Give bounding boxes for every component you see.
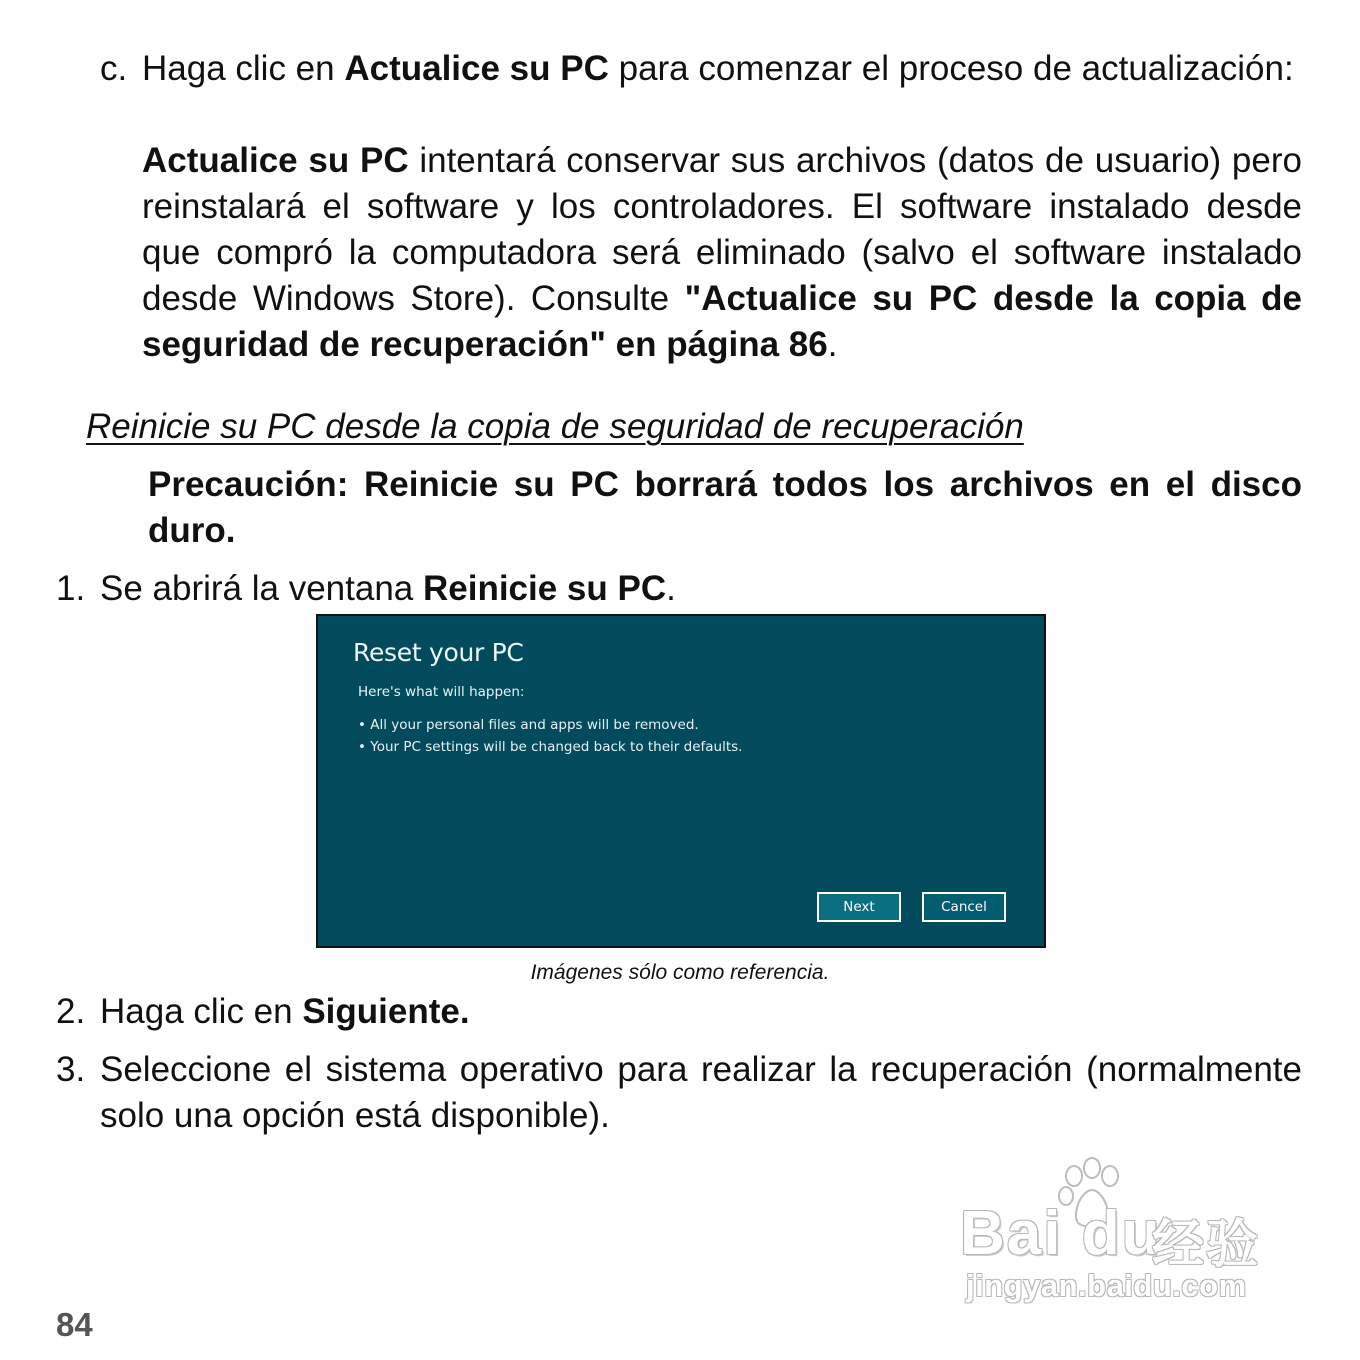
step-c-second-paragraph [142,138,1302,368]
baidu-watermark [960,1150,1290,1310]
step-1-text-a: Se abrirá la ventana [100,569,423,608]
watermark-brand: Bai du [960,1199,1162,1268]
next-button[interactable]: Next [817,892,901,922]
step-3-marker: 3. [56,1050,86,1089]
step-2-marker: 2. [56,992,86,1031]
figure-caption: Imágenes sólo como referencia. [530,961,830,984]
step-c-body: intentará conservar sus archivos (datos de usuario) pero reinstalará el software y los controladores. El software instalado desde que compró la computadora será eliminado (salvo el software instalado desde Windows Store). Consulte [142,141,1302,318]
step-c-text-a: Haga clic en [142,49,345,88]
step-2-paragraph [100,989,1302,1035]
step-c-first-paragraph [142,46,1302,92]
dialog-bullet-list [358,714,742,758]
step-1-bold-window: Reinicie su PC [422,569,667,608]
step-c-bold-refresh-2: Actualice su PC [142,141,409,180]
dialog-bullet-item: • All your personal files and apps will be removed. [358,714,742,736]
caution-note: Precaución: Reinicie su PC borrará todos los archivos en el disco duro. [148,465,1302,550]
step-c-period: . [827,325,838,364]
dialog-title: Reset your PC [353,638,524,667]
watermark-url: jingyan.baidu.com [966,1268,1247,1303]
reset-pc-dialog-screenshot [316,614,1046,948]
step-1-period: . [666,569,676,608]
page-number: 84 [56,1306,93,1343]
cancel-button[interactable]: Cancel [922,892,1006,922]
step-c-marker: c. [100,49,128,88]
step-c-bold-refresh: Actualice su PC [344,49,609,88]
step-2-text-a: Haga clic en [100,992,303,1031]
watermark-cn: 经验 [1152,1216,1261,1274]
step-1-paragraph [100,566,1302,612]
section-heading: Reinicie su PC desde la copia de seguridad de recuperación [86,407,1024,446]
step-2-bold-next: Siguiente. [302,992,470,1031]
step-1-marker: 1. [56,569,86,608]
step-c-text-c: para comenzar el proceso de actualización: [608,49,1294,88]
dialog-intro: Here's what will happen: [358,684,525,700]
dialog-bullet-item: • Your PC settings will be changed back to their defaults. [358,736,742,758]
step-c-cross-reference: "Actualice su PC desde la copia de seguridad de recuperación" en página 86 [142,279,1302,364]
step-3-paragraph: Seleccione el sistema operativo para realizar la recuperación (normalmente solo una opción está disponible). [100,1050,1302,1135]
